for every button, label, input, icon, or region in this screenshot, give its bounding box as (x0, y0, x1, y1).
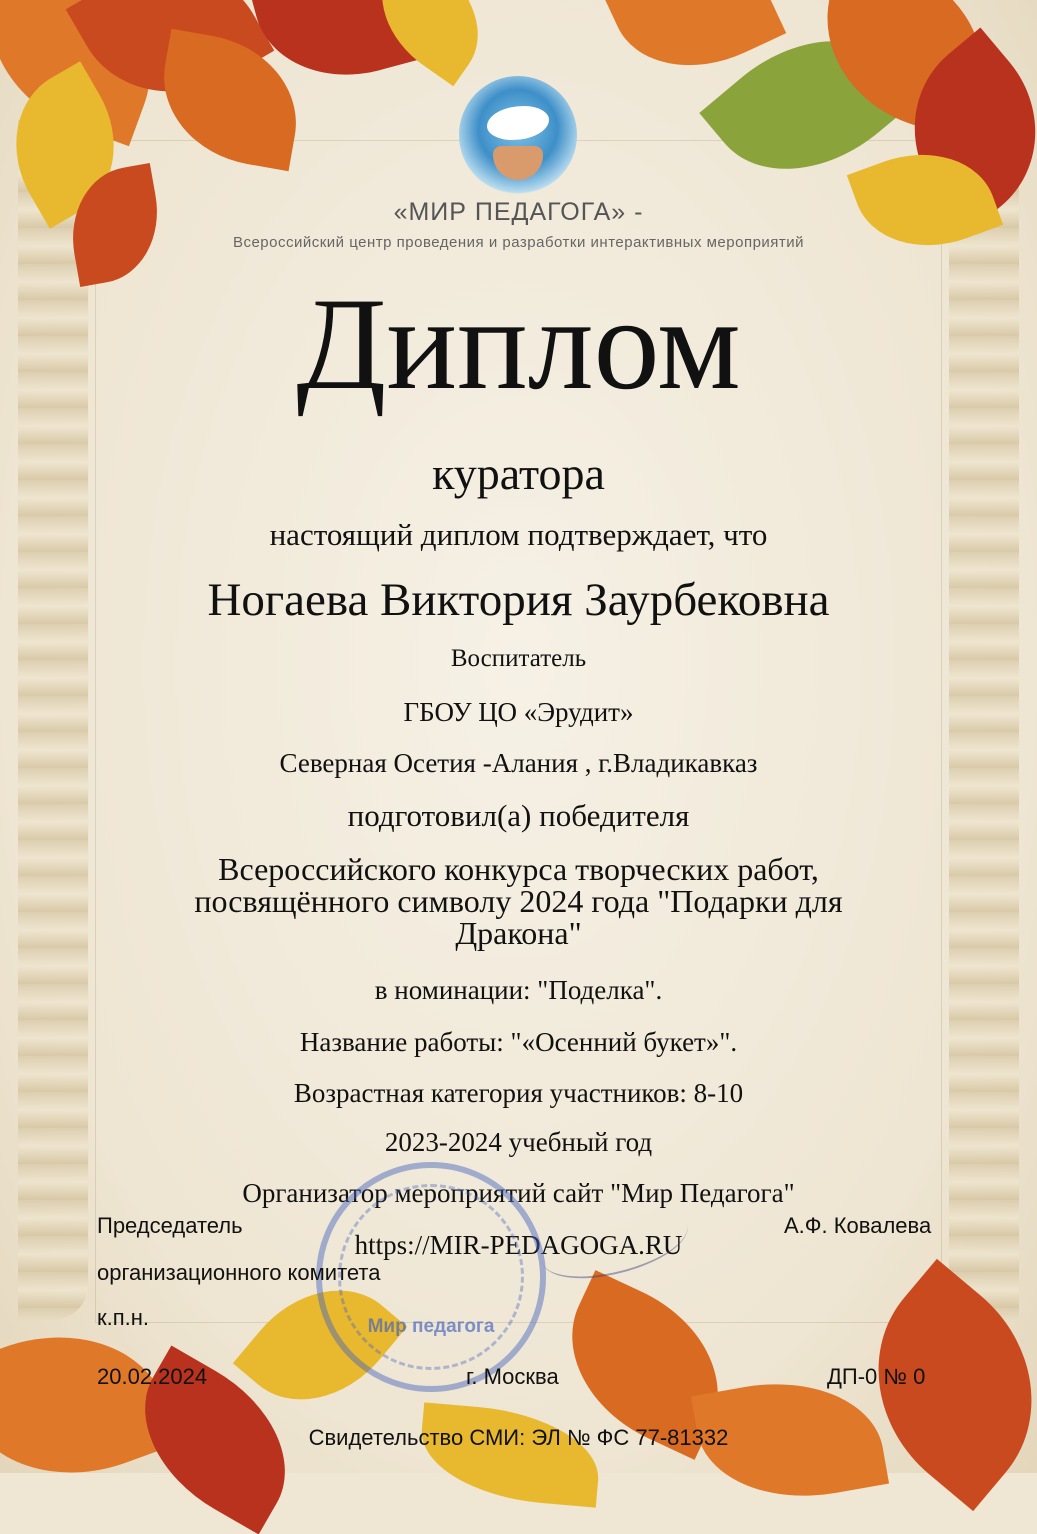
media-certificate: Свидетельство СМИ: ЭЛ № ФС 77-81332 (308, 1425, 729, 1450)
contest-line-2: посвящённого символу 2024 года "Подарки для (194, 883, 843, 919)
recipient-name: Ногаева Виктория Заурбековна (207, 574, 830, 626)
organizer: Организатор мероприятий сайт "Мир Педагога" (242, 1178, 795, 1208)
prepared-text: подготовил(а) победителя (347, 798, 690, 833)
seal-text: Мир педагога (367, 1316, 495, 1337)
organization-subtitle: Всероссийский центр проведения и разработки интерактивных мероприятий (232, 234, 805, 251)
recipient-location: Северная Осетия -Алания , г.Владикавказ (279, 748, 758, 778)
diploma-subtitle: куратора (432, 448, 605, 499)
organization-name: «МИР ПЕДАГОГА» - (393, 198, 644, 226)
chair-degree: к.п.н. (97, 1305, 150, 1330)
document-number: ДП-0 № 0 (827, 1364, 926, 1389)
school-year: 2023-2024 учебный год (384, 1127, 653, 1157)
chair-name: А.Ф. Ковалева (784, 1213, 932, 1238)
nomination: в номинации: "Поделка". (374, 975, 663, 1005)
recipient-position: Воспитатель (450, 645, 587, 672)
work-title: Название работы: "«Осенний букет»". (299, 1027, 738, 1057)
recipient-institution: ГБОУ ЦО «Эрудит» (403, 697, 634, 727)
issue-date: 20.02.2024 (97, 1364, 208, 1389)
website-link[interactable]: https://MIR-PEDAGOGA.RU (354, 1230, 683, 1260)
contest-name (0, 853, 1037, 949)
mir-pedagoga-logo (459, 76, 577, 194)
chair-title-line1: Председатель (97, 1213, 243, 1238)
dove-icon (487, 106, 549, 140)
age-category: Возрастная категория участников: 8-10 (293, 1078, 744, 1108)
diploma-title: Диплом (296, 270, 741, 417)
chair-title-line2: организационного комитета (97, 1260, 381, 1285)
confirm-text: настоящий диплом подтверждает, что (269, 517, 768, 552)
contest-line-1: Всероссийского конкурса творческих работ, (218, 851, 819, 887)
issue-city: г. Москва (466, 1364, 559, 1389)
contest-line-3: Дракона" (455, 915, 582, 951)
hands-icon (493, 146, 543, 180)
